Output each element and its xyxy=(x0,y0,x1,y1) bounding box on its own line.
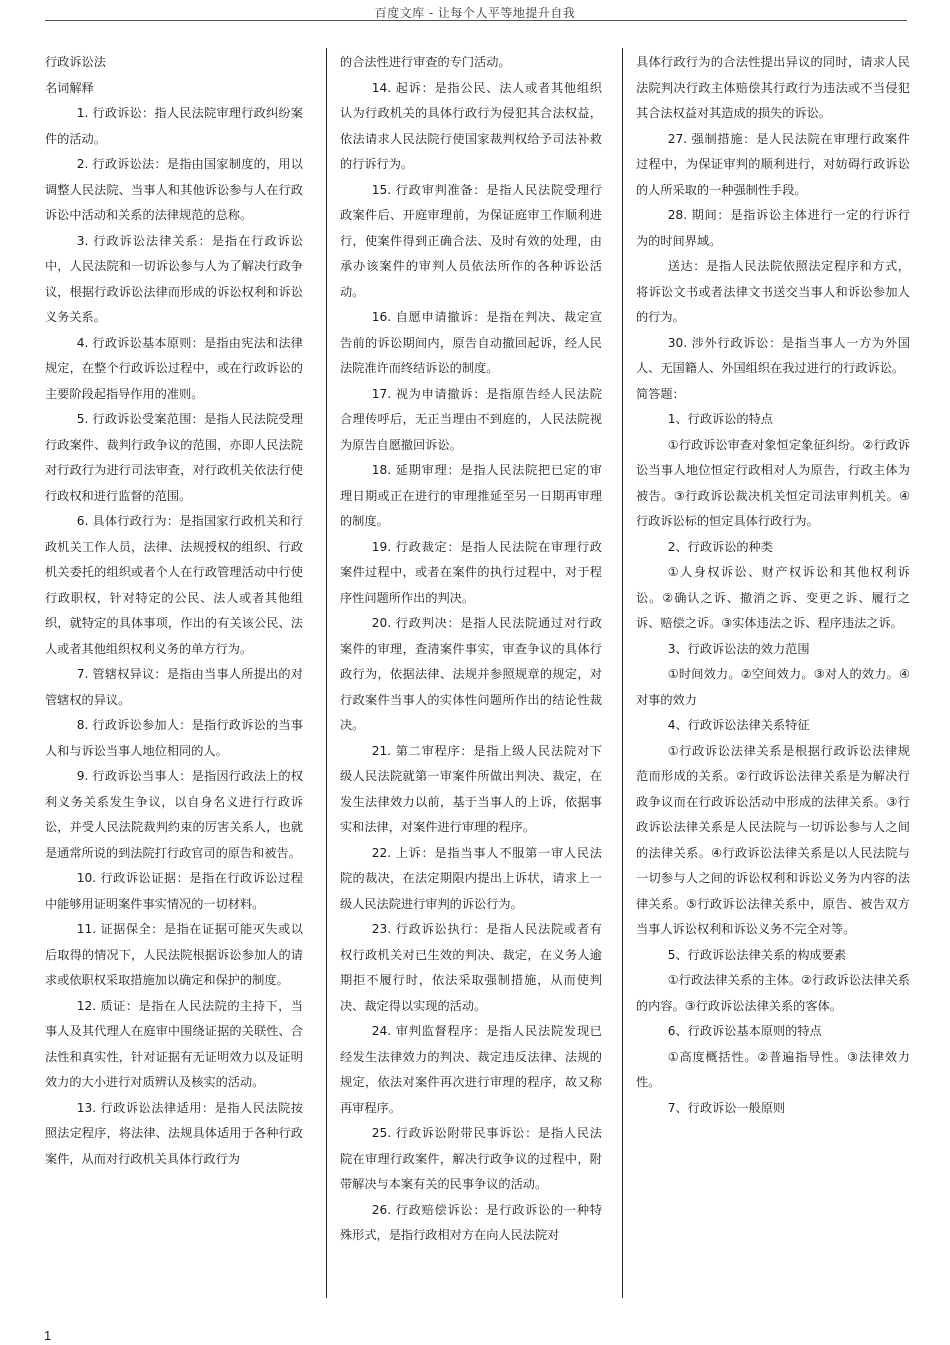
paragraph: 6. 具体行政行为：是指国家行政机关和行政机关工作人员，法律、法规授权的组织、行政机关委托的组织或者个人在行政管理活动中行使行政职权，针对特定的公民、法人或者其他组织，就特定的具体事项，作出的有关该公民、法人或者其他组织权利义务的单方行为。 xyxy=(45,514,303,656)
paragraph: 10. 行政诉讼证据：是指在行政诉讼过程中能够用证明案件事实情况的一切材料。 xyxy=(45,871,303,911)
paragraph: 17. 视为申请撤诉：是指原告经人民法院合理传呼后，无正当理由不到庭的，人民法院视为原告自愿撤回诉讼。 xyxy=(340,386,602,452)
text-column-1 xyxy=(45,50,303,1300)
paragraph: 14. 起诉：是指公民、法人或者其他组织认为行政机关的具体行政行为侵犯其合法权益，依法请求人民法院行使国家裁判权给予司法补救的行诉行为。 xyxy=(340,80,602,171)
paragraph: ①行政法律关系的主体。②行政诉讼法律关系的内容。③行政诉讼法律关系的客体。 xyxy=(636,973,910,1013)
paragraph: 30. 涉外行政诉讼：是指当事人一方为外国人、无国籍人、外国组织在我过进行的行政诉讼。 xyxy=(636,335,910,375)
paragraph: ①时间效力。②空间效力。③对人的效力。④对事的效力 xyxy=(636,667,910,707)
paragraph: 4. 行政诉讼基本原则：是指由宪法和法律规定，在整个行政诉讼过程中，或在行政诉讼的主要阶段起指导作用的准则。 xyxy=(45,335,303,401)
paragraph: 2、行政诉讼的种类 xyxy=(667,539,773,554)
paragraph: 4、行政诉讼法律关系特征 xyxy=(667,718,810,732)
page-number: 1 xyxy=(44,1328,52,1343)
paragraph: 9. 行政诉讼当事人：是指因行政法上的权利义务关系发生争议，以自身名义进行行政诉讼，并受人民法院裁判约束的厉害关系人，也就是通常所说的到法院打行政官司的原告和被告。 xyxy=(45,769,303,860)
paragraph: 11. 证据保全：是指在证据可能灭失或以后取得的情况下，人民法院根据诉讼参加人的请求或依职权采取措施加以确定和保护的制度。 xyxy=(45,922,303,987)
paragraph: 28. 期间：是指诉讼主体进行一定的行诉行为的时间界域。 xyxy=(636,208,910,248)
text-column-2 xyxy=(340,50,602,1300)
column-divider-1 xyxy=(326,48,327,1298)
paragraph: 2. 行政诉讼法：是指由国家制度的，用以调整人民法院、当事人和其他诉讼参与人在行政诉讼中活动和关系的法律规范的总称。 xyxy=(45,157,303,222)
paragraph: 19. 行政裁定：是指人民法院在审理行政案件过程中，或者在案件的执行过程中，对于程序性问题所作出的判决。 xyxy=(340,539,602,605)
paragraph: 13. 行政诉讼法律适用：是指人民法院按照法定程序，将法律、法规具体适用于各种行政案件，从而对行政机关具体行政行为 xyxy=(45,1100,303,1166)
paragraph: 具体行政行为的合法性提出异议的同时，请求人民法院判决行政主体赔偿其行政行为违法或不当侵犯其合法权益对其造成的损失的诉讼。 xyxy=(636,55,910,120)
paragraph: 1. 行政诉讼：指人民法院审理行政纠纷案件的活动。 xyxy=(45,106,303,146)
paragraph: 7、行政诉讼一般原则 xyxy=(667,1100,786,1115)
paragraph: 1、行政诉讼的特点 xyxy=(667,412,773,426)
paragraph: 21. 第二审程序：是指上级人民法院对下级人民法院就第一审案件所做出判决、裁定，在发生法律效力以前，基于当事人的上诉，依据事实和法律，对案件进行审理的程序。 xyxy=(340,743,602,834)
paragraph: 26. 行政赔偿诉讼：是行政诉讼的一种特殊形式，是指行政相对方在向人民法院对 xyxy=(340,1202,602,1242)
paragraph: 20. 行政判决：是指人民法院通过对行政案件的审理，查清案件事实，审查争议的具体行政行为，依据法律、法规并参照规章的规定，对行政案件当事人的实体性问题所作出的结论性裁决。 xyxy=(340,616,602,732)
column-divider-2 xyxy=(622,48,623,1298)
paragraph: 25. 行政诉讼附带民事诉讼：是指人民法院在审理行政案件，解决行政争议的过程中，附带解决与本案有关的民事争议的活动。 xyxy=(340,1126,602,1191)
paragraph: 行政诉讼法 xyxy=(45,55,106,69)
paragraph: 23. 行政诉讼执行：是指人民法院或者有权行政机关对已生效的判决、裁定，在义务人逾期拒不履行时，依法采取强制措施，从而使判决、裁定得以实现的活动。 xyxy=(340,922,602,1013)
paragraph: 12. 质证：是指在人民法院的主持下，当事人及其代理人在庭审中围绕证据的关联性、合法性和真实性，针对证据有无证明效力以及证明效力的大小进行对质辨认及核实的活动。 xyxy=(45,998,303,1089)
paragraph: 送达：是指人民法院依照法定程序和方式，将诉讼文书或者法律文书送交当事人和诉讼参加人的行为。 xyxy=(636,259,910,324)
paragraph: 16. 自愿申请撤诉：是指在判决、裁定宣告前的诉讼期间内，原告自动撤回起诉，经人民法院准许而终结诉讼的制度。 xyxy=(340,310,602,375)
paragraph: 3. 行政诉讼法律关系：是指在行政诉讼中，人民法院和一切诉讼参与人为了解决行政争议，根据行政诉讼法律而形成的诉讼权利和诉讼义务关系。 xyxy=(45,233,303,324)
paragraph: 5、行政诉讼法律关系的构成要素 xyxy=(667,947,847,962)
page-header: 百度文库 - 让每个人平等地提升自我 xyxy=(374,6,576,20)
paragraph: 22. 上诉：是指当事人不服第一审人民法院的裁决，在法定期限内提出上诉状，请求上一级人民法院进行审判的诉讼行为。 xyxy=(340,845,602,911)
paragraph: 7. 管辖权异议：是指由当事人所提出的对管辖权的异议。 xyxy=(45,667,303,707)
header-divider xyxy=(45,20,907,21)
paragraph: ①行政诉讼审查对象恒定象征纠纷。②行政诉讼当事人地位恒定行政相对人为原告，行政主体为被告。③行政诉讼裁决机关恒定司法审判机关。④行政诉讼标的恒定具体行政行为。 xyxy=(636,437,910,528)
paragraph: 名词解释 xyxy=(45,80,94,95)
paragraph: 27. 强制措施：是人民法院在审理行政案件过程中，为保证审判的顺利进行，对妨碍行政诉讼的人所采取的一种强制性手段。 xyxy=(636,131,910,197)
paragraph: ①行政诉讼法律关系是根据行政诉讼法律规范而形成的关系。②行政诉讼法律关系是为解决行政争议而在行政诉讼活动中形成的法律关系。③行政诉讼法律关系是人民法院与一切诉讼参与人之间的法律关系。④行政诉讼法律关系是以人民法院与一切参与人之间的诉讼权利和诉讼义务为内容的法律关系。⑤行政诉讼法律关系中，原告、被告双方当事人诉讼权利和诉讼义务不完全对等。 xyxy=(636,743,910,936)
paragraph: 15. 行政审判准备：是指人民法院受理行政案件后、开庭审理前，为保证庭审工作顺利进行，使案件得到正确合法、及时有效的处理，由承办该案件的审判人员依法所作的各种诉讼活动。 xyxy=(340,182,602,299)
paragraph: ①高度概括性。②普遍指导性。③法律效力性。 xyxy=(636,1049,910,1089)
paragraph: 18. 延期审理：是指人民法院把已定的审理日期或正在进行的审理推延至另一日期再审理的制度。 xyxy=(340,463,602,528)
text-column-3 xyxy=(636,50,910,1300)
paragraph: 24. 审判监督程序：是指人民法院发现已经发生法律效力的判决、裁定违反法律、法规的规定，依法对案件再次进行审理的程序，故又称再审程序。 xyxy=(340,1024,602,1115)
paragraph: 简答题： xyxy=(636,386,685,401)
paragraph: 8. 行政诉讼参加人：是指行政诉讼的当事人和与诉讼当事人地位相同的人。 xyxy=(45,718,303,758)
paragraph: ①人身权诉讼、财产权诉讼和其他权利诉讼。②确认之诉、撤消之诉、变更之诉、履行之诉、赔偿之诉。③实体违法之诉、程序违法之诉。 xyxy=(636,565,910,630)
paragraph: 5. 行政诉讼受案范围：是指人民法院受理行政案件、裁判行政争议的范围，亦即人民法院对行政行为进行司法审查，对行政机关依法行使行政权和进行监督的范围。 xyxy=(45,412,303,503)
paragraph: 3、行政诉讼法的效力范围 xyxy=(667,641,810,656)
paragraph: 的合法性进行审查的专门活动。 xyxy=(340,55,511,69)
paragraph: 6、行政诉讼基本原则的特点 xyxy=(667,1024,822,1038)
